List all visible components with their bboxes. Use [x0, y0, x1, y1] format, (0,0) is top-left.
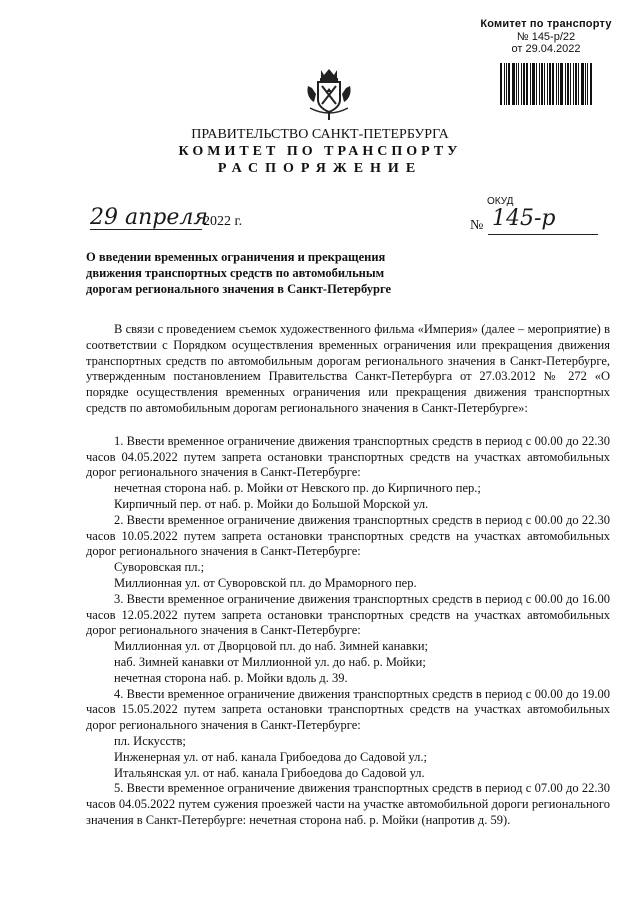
barcode-bar [504, 63, 505, 105]
number-field [470, 206, 610, 238]
date-year: 2022 г. [203, 214, 243, 229]
barcode-bar [552, 63, 554, 105]
barcode-bar [587, 63, 588, 105]
document-type-heading: РАСПОРЯЖЕНИЕ [217, 161, 423, 176]
barcode-bar [578, 63, 579, 105]
barcode-bar [523, 63, 525, 105]
handwritten-date: 29 апреля [90, 205, 208, 230]
government-heading: ПРАВИТЕЛЬСТВО САНКТ-ПЕТЕРБУРГА [191, 127, 449, 142]
road-section: Суворовская пл.; [114, 560, 205, 575]
barcode-bar [549, 63, 551, 105]
stamp-title: Комитет по транспорту [480, 18, 612, 30]
barcode-bar [560, 63, 563, 105]
road-section: Кирпичный пер. от наб. р. Мойки до Большой Морской ул. [114, 496, 429, 511]
document-body [86, 322, 610, 829]
barcode-bar [521, 63, 522, 105]
barcode-bar [506, 63, 507, 105]
document-subject: О введении временных ограничения и прекращения движения транспортных средств по автомобильным дорогам регионального значения в Санкт-Петербурге [86, 250, 392, 296]
number-underline [488, 234, 598, 235]
handwritten-number: 145-р [492, 206, 556, 231]
barcode-bar [532, 63, 535, 105]
barcode-bar [570, 63, 571, 105]
barcode-bar [556, 63, 557, 105]
stamp-number: № 145-р/22 [516, 30, 576, 43]
road-section: Миллионная ул. от Суворовской пл. до Мраморного пер. [114, 575, 417, 590]
registration-stamp [476, 18, 616, 105]
road-section: пл. Искусств; [114, 733, 186, 748]
barcode-bar [547, 63, 548, 105]
barcode-bar [541, 63, 543, 105]
order-item: 1. Ввести временное ограничение движения транспортных средств в период с 00.00 до 22.30 часов 04.05.2022 путем запрета остановки транспортных средств на участках автомобильных дорог регионального значения в Санкт-Петербурге: [86, 433, 610, 480]
intro-paragraph: В связи с проведением съемок художественного фильма «Империя» (далее – мероприятие) в соответствии с Порядком осуществления временных ограничения или прекращения движения транспортных средств по автомобильным дорогам регионального значения в Санкт-Петербурге, утвержденным постановлением Правительства Санкт-Петербурга от 27.03.2012 № 272 «О порядке осуществления временных ограничения или прекращения движения транспортных средств по автомобильным дорогам регионального значения в Санкт-Петербурге»: [86, 322, 610, 415]
road-section: Миллионная ул. от Дворцовой пл. до наб. Зимней канавки; [114, 639, 429, 654]
committee-heading: КОМИТЕТ ПО ТРАНСПОРТУ [178, 144, 462, 159]
okud-label: ОКУД [487, 196, 514, 207]
barcode-icon [476, 63, 616, 105]
barcode-bar [544, 63, 545, 105]
order-item: 3. Ввести временное ограничение движения транспортных средств в период с 00.00 до 16.00 часов 12.05.2022 путем запрета остановки транспортных средств на участках автомобильных дорог регионального значения в Санкт-Петербурге: [86, 591, 610, 638]
barcode-bar [585, 63, 586, 105]
barcode-bar [500, 63, 502, 105]
date-underline [90, 229, 202, 230]
order-item: 5. Ввести временное ограничение движения транспортных средств в период с 07.00 до 22.30 часов 04.05.2022 путем сужения проезжей части на участке автомобильной дороги регионального значения в Санкт-Петербурге: нечетная сторона наб. р. Мойки (напротив д. 59). [86, 781, 610, 827]
road-section: нечетная сторона наб. р. Мойки от Невского пр. до Кирпичного пер.; [114, 481, 481, 496]
order-item: 2. Ввести временное ограничение движения транспортных средств в период с 00.00 до 22.30 часов 10.05.2022 путем запрета остановки транспортных средств на участках автомобильных дорог регионального значения в Санкт-Петербурге: [86, 512, 610, 559]
date-field [90, 205, 330, 233]
barcode-bar [565, 63, 566, 105]
barcode-bar [516, 63, 517, 105]
road-section: Итальянская ул. от наб. канала Грибоедова до Садовой ул. [114, 765, 425, 780]
stamp-date: от 29.04.2022 [511, 43, 581, 55]
barcode-bar [575, 63, 577, 105]
order-items [86, 434, 610, 829]
barcode-bar [590, 63, 592, 105]
barcode-bar [567, 63, 569, 105]
barcode-bar [573, 63, 574, 105]
barcode-bar [581, 63, 584, 105]
barcode-bar [512, 63, 515, 105]
barcode-bar [539, 63, 540, 105]
order-item: 4. Ввести временное ограничение движения транспортных средств в период с 00.00 до 19.00 часов 15.05.2022 путем запрета остановки транспортных средств на участках автомобильных дорог регионального значения в Санкт-Петербурге: [86, 686, 610, 733]
road-section: Инженерная ул. от наб. канала Грибоедова до Садовой ул.; [114, 749, 427, 764]
road-section: нечетная сторона наб. р. Мойки вдоль д. 39. [114, 670, 348, 685]
barcode-bar [518, 63, 519, 105]
barcode-bar [558, 63, 559, 105]
barcode-bar [530, 63, 531, 105]
barcode-bar [526, 63, 528, 105]
barcode-bar [536, 63, 537, 105]
road-section: наб. Зимней канавки от Миллионной ул. до наб. р. Мойки; [114, 654, 426, 669]
number-sign: № [470, 218, 484, 233]
coat-of-arms-icon [304, 66, 354, 122]
barcode-bar [508, 63, 510, 105]
